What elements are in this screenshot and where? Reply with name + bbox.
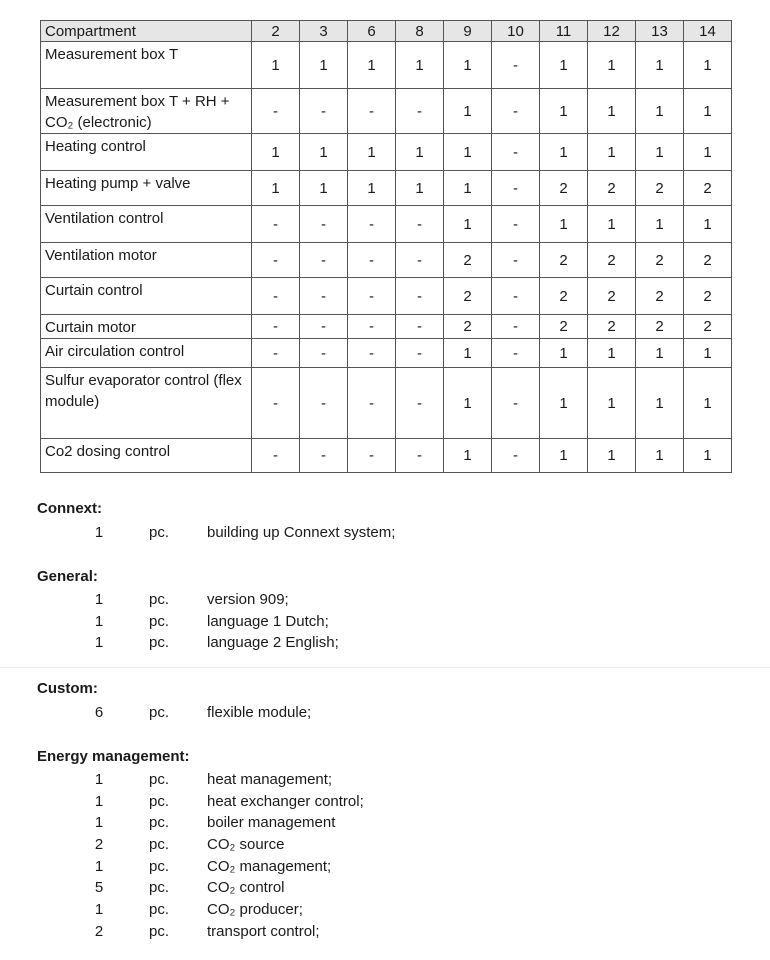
table-row (41, 171, 732, 206)
row-label: Curtain control (41, 278, 252, 315)
list-item (37, 632, 339, 654)
header-column-12: 12 (588, 21, 636, 42)
table-cell: - (492, 339, 540, 368)
item-unit: pc. (149, 792, 170, 810)
table-cell: 2 (540, 278, 588, 315)
table-cell: 1 (636, 206, 684, 243)
table-cell: 1 (684, 339, 732, 368)
table-cell: - (300, 315, 348, 339)
item-unit: pc. (149, 836, 170, 854)
table-cell: 1 (588, 368, 636, 439)
item-unit: pc. (149, 612, 170, 630)
table-cell: 1 (252, 134, 300, 171)
list-item (37, 834, 285, 856)
row-label: Sulfur evaporator control (flex module) (41, 368, 252, 439)
section-title: Connext: (37, 500, 102, 517)
table-cell: - (492, 206, 540, 243)
section-custom (37, 678, 312, 724)
table-cell: - (252, 315, 300, 339)
item-unit: pc. (149, 879, 170, 897)
item-unit: pc. (149, 704, 170, 721)
table-cell: - (300, 278, 348, 315)
table-cell: 1 (300, 134, 348, 171)
list-item (37, 856, 332, 878)
item-unit: pc. (149, 771, 170, 788)
table-cell: - (492, 278, 540, 315)
item-unit: pc. (149, 591, 170, 608)
table-cell: 1 (444, 439, 492, 473)
list-item (37, 812, 336, 834)
table-cell: - (396, 206, 444, 243)
table-cell: - (396, 339, 444, 368)
table-cell: 2 (540, 243, 588, 278)
row-label: Ventilation control (41, 206, 252, 243)
table-cell: 1 (588, 89, 636, 134)
table-cell: - (396, 243, 444, 278)
item-description: CO₂ source (207, 836, 285, 854)
item-quantity: 1 (94, 857, 104, 875)
table-cell: 2 (444, 243, 492, 278)
table-row (41, 315, 732, 339)
table-cell: 1 (588, 339, 636, 368)
list-item (37, 769, 333, 791)
table-cell: - (252, 368, 300, 439)
table-cell: 2 (588, 171, 636, 206)
table-cell: 2 (636, 315, 684, 339)
item-description: heat management; (207, 771, 333, 788)
table-cell: 1 (684, 439, 732, 473)
table-cell: - (492, 42, 540, 89)
item-description: CO₂ management; (207, 857, 332, 875)
header-column-8: 8 (396, 21, 444, 42)
table-cell: - (396, 368, 444, 439)
table-cell: - (300, 243, 348, 278)
item-unit: pc. (149, 634, 170, 652)
table-cell: 2 (444, 278, 492, 315)
table-cell: - (252, 243, 300, 278)
item-description: flexible module; (207, 704, 312, 721)
table-cell: 1 (396, 134, 444, 171)
row-label: Air circulation control (41, 339, 252, 368)
table-cell: 1 (684, 206, 732, 243)
table-cell: 1 (636, 134, 684, 171)
table-cell: - (252, 439, 300, 473)
item-quantity: 1 (94, 814, 104, 832)
table-cell: 1 (444, 42, 492, 89)
header-column-2: 2 (252, 21, 300, 42)
header-column-13: 13 (636, 21, 684, 42)
item-quantity: 1 (94, 771, 104, 788)
page-divider (0, 667, 770, 668)
item-description: CO₂ control (207, 879, 285, 897)
table-cell: 1 (444, 339, 492, 368)
table-cell: 1 (444, 368, 492, 439)
section-title: General: (37, 568, 98, 585)
table-cell: - (348, 315, 396, 339)
table-cell: 1 (348, 171, 396, 206)
table-cell: 1 (636, 339, 684, 368)
table-cell: 1 (348, 134, 396, 171)
table-cell: 1 (252, 171, 300, 206)
table-cell: - (348, 368, 396, 439)
list-item (37, 791, 364, 813)
list-item (37, 702, 312, 724)
table-cell: 1 (540, 206, 588, 243)
table-row (41, 278, 732, 315)
table-cell: 1 (348, 42, 396, 89)
table-cell: - (348, 243, 396, 278)
item-quantity: 1 (94, 634, 104, 652)
header-column-3: 3 (300, 21, 348, 42)
section-connext (37, 498, 396, 544)
table-cell: 1 (540, 439, 588, 473)
row-label: Measurement box T + RH + CO₂ (electronic) (41, 89, 252, 134)
item-quantity: 2 (94, 922, 104, 940)
item-unit: pc. (149, 922, 170, 940)
table-cell: 2 (636, 278, 684, 315)
table-cell: 1 (300, 171, 348, 206)
header-column-6: 6 (348, 21, 396, 42)
table-cell: - (492, 134, 540, 171)
item-quantity: 2 (94, 836, 104, 854)
table-cell: - (348, 206, 396, 243)
table-row (41, 134, 732, 171)
item-description: heat exchanger control; (207, 792, 364, 810)
table-row (41, 339, 732, 368)
table-cell: - (492, 439, 540, 473)
list-item (37, 899, 303, 921)
item-unit: pc. (149, 901, 170, 919)
item-description: language 2 English; (207, 634, 339, 652)
table-cell: - (396, 315, 444, 339)
row-label: Heating pump + valve (41, 171, 252, 206)
table-cell: 2 (636, 171, 684, 206)
table-cell: 1 (444, 89, 492, 134)
table-cell: - (348, 278, 396, 315)
table-cell: - (396, 89, 444, 134)
item-quantity: 6 (94, 704, 104, 721)
table-cell: - (252, 278, 300, 315)
table-cell: 2 (444, 315, 492, 339)
table-cell: - (300, 206, 348, 243)
table-cell: 1 (588, 439, 636, 473)
section-title: Energy management: (37, 748, 190, 765)
row-label: Co2 dosing control (41, 439, 252, 473)
table-header-row (41, 21, 732, 42)
table-row (41, 206, 732, 243)
table-cell: 2 (684, 243, 732, 278)
table-cell: - (252, 206, 300, 243)
item-description: transport control; (207, 922, 320, 940)
table-cell: - (492, 89, 540, 134)
table-cell: 1 (540, 89, 588, 134)
table-cell: - (492, 368, 540, 439)
table-cell: 2 (684, 171, 732, 206)
table-cell: 2 (588, 315, 636, 339)
table-cell: - (300, 368, 348, 439)
table-cell: 2 (588, 243, 636, 278)
header-column-14: 14 (684, 21, 732, 42)
table-cell: 1 (396, 42, 444, 89)
table-cell: 1 (684, 134, 732, 171)
table-cell: - (348, 339, 396, 368)
table-cell: 2 (540, 171, 588, 206)
table-cell: 1 (684, 89, 732, 134)
table-cell: 1 (636, 89, 684, 134)
list-item (37, 589, 289, 611)
table-row (41, 89, 732, 134)
row-label: Ventilation motor (41, 243, 252, 278)
table-cell: 1 (588, 42, 636, 89)
header-compartment: Compartment (41, 21, 252, 42)
table-cell: 1 (444, 206, 492, 243)
table-cell: - (492, 315, 540, 339)
section-title: Custom: (37, 680, 98, 697)
item-unit: pc. (149, 524, 170, 541)
item-description: language 1 Dutch; (207, 612, 329, 630)
header-column-9: 9 (444, 21, 492, 42)
table-cell: 2 (684, 315, 732, 339)
table-cell: - (492, 171, 540, 206)
table-cell: 1 (396, 171, 444, 206)
list-item (37, 877, 285, 899)
item-description: version 909; (207, 591, 289, 608)
table-cell: 1 (540, 134, 588, 171)
table-cell: - (252, 89, 300, 134)
item-description: CO₂ producer; (207, 901, 303, 919)
table-cell: - (300, 339, 348, 368)
item-quantity: 1 (94, 792, 104, 810)
table-cell: 1 (540, 339, 588, 368)
table-cell: 2 (684, 278, 732, 315)
section-general (37, 566, 339, 654)
item-description: boiler management (207, 814, 336, 832)
item-quantity: 1 (94, 524, 104, 541)
table-cell: 1 (300, 42, 348, 89)
table-cell: 1 (636, 439, 684, 473)
item-quantity: 1 (94, 901, 104, 919)
item-description: building up Connext system; (207, 524, 396, 541)
table-cell: 1 (684, 42, 732, 89)
header-column-11: 11 (540, 21, 588, 42)
table-cell: 1 (588, 134, 636, 171)
table-cell: 1 (444, 171, 492, 206)
item-unit: pc. (149, 814, 170, 832)
table-cell: 1 (540, 368, 588, 439)
table-cell: - (300, 439, 348, 473)
table-row (41, 243, 732, 278)
table-cell: 1 (636, 368, 684, 439)
item-quantity: 5 (94, 879, 104, 897)
item-quantity: 1 (94, 612, 104, 630)
row-label: Heating control (41, 134, 252, 171)
list-item (37, 611, 329, 633)
item-quantity: 1 (94, 591, 104, 608)
compartment-table (40, 20, 732, 473)
table-cell: 1 (444, 134, 492, 171)
table-cell: 2 (636, 243, 684, 278)
table-cell: 2 (588, 278, 636, 315)
row-label: Measurement box T (41, 42, 252, 89)
table-cell: 1 (540, 42, 588, 89)
section-energy-management (37, 746, 364, 943)
table-cell: - (300, 89, 348, 134)
table-cell: 1 (252, 42, 300, 89)
row-label: Curtain motor (41, 315, 252, 339)
table-cell: 1 (588, 206, 636, 243)
table-cell: - (492, 243, 540, 278)
table-cell: - (396, 278, 444, 315)
header-column-10: 10 (492, 21, 540, 42)
table-cell: - (396, 439, 444, 473)
list-item (37, 921, 320, 943)
list-item (37, 522, 396, 544)
table-row (41, 439, 732, 473)
table-cell: 2 (540, 315, 588, 339)
table-cell: 1 (636, 42, 684, 89)
table-row (41, 368, 732, 439)
table-cell: 1 (684, 368, 732, 439)
table-cell: - (348, 439, 396, 473)
table-row (41, 42, 732, 89)
table-cell: - (252, 339, 300, 368)
item-unit: pc. (149, 857, 170, 875)
table-cell: - (348, 89, 396, 134)
